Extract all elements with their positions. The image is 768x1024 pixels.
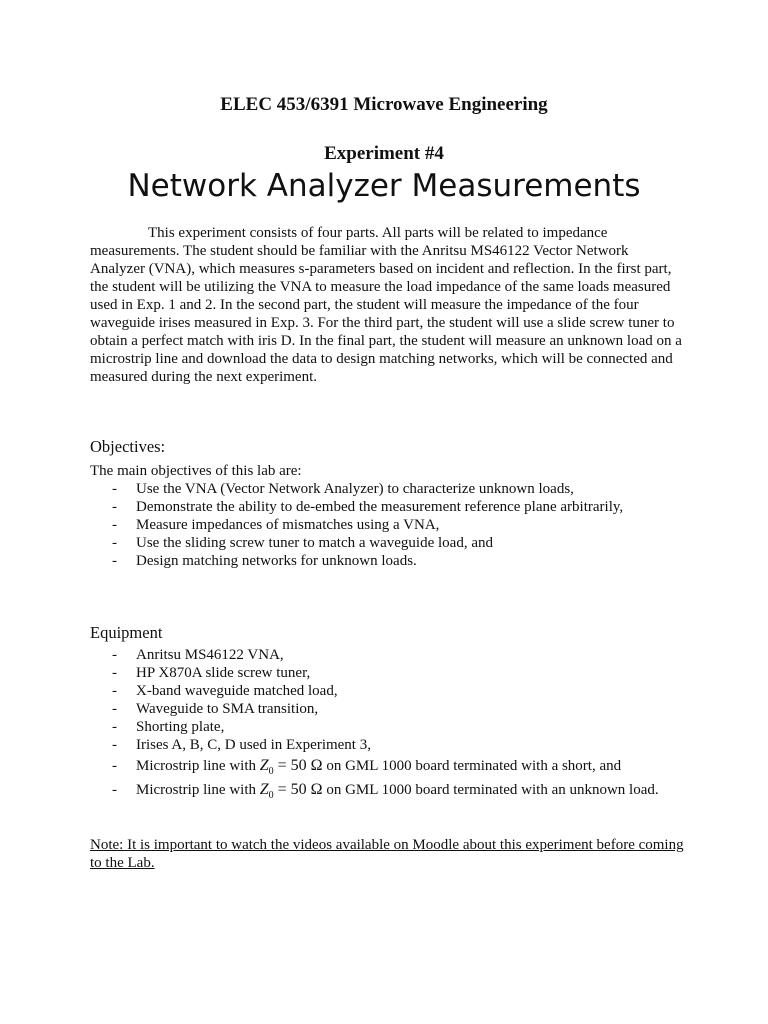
experiment-number: Experiment #4 <box>324 143 444 164</box>
list-item: - HP X870A slide screw tuner, <box>112 665 311 681</box>
list-item: - X-band waveguide matched load, <box>112 683 338 699</box>
equipment-heading: Equipment <box>90 623 163 642</box>
list-item: - Design matching networks for unknown loads. <box>112 553 417 569</box>
impedance-formula: $Z_0 = 50$ Ω <box>259 757 323 778</box>
list-item: - Microstrip line with $Z_0 = 50$ Ω on GML 1000 board terminated with a short, and <box>112 757 622 778</box>
objectives-lead: The main objectives of this lab are: <box>90 463 302 479</box>
list-item: - Irises A, B, C, D used in Experiment 3, <box>112 737 371 753</box>
impedance-formula: $Z_0 = 50$ Ω <box>259 781 323 802</box>
list-item: - Use the VNA (Vector Network Analyzer) to characterize unknown loads, <box>112 481 574 497</box>
list-item: - Anritsu MS46122 VNA, <box>112 647 284 663</box>
list-item: - Shorting plate, <box>112 719 225 735</box>
list-item: - Waveguide to SMA transition, <box>112 701 319 717</box>
list-item: - Demonstrate the ability to de-embed the measurement reference plane arbitrarily, <box>112 499 624 515</box>
objectives-list <box>112 480 623 570</box>
list-item: - Use the sliding screw tuner to match a waveguide load, and <box>112 535 493 551</box>
list-item: - Measure impedances of mismatches using a VNA, <box>112 517 440 533</box>
course-title: ELEC 453/6391 Microwave Engineering <box>220 94 548 115</box>
intro-paragraph: This experiment consists of four parts. All parts will be related to impedance measurements. The student should be familiar with the Anritsu MS46122 Vector Network Analyzer (VNA), which measures s-parameters based on incident and reflection. In the first part, the student will be utilizing the VNA to measure the load impedance of the same loads measured used in Exp. 1 and 2. In the second part, the student will measure the impedance of the four waveguide irises measured in Exp. 3. For the third part, the student will use a slide screw tuner to obtain a perfect match with iris D. In the final part, the student will measure an unknown load on a microstrip line and download the data to design matching networks, which will be connected and measured during the next experiment. <box>90 225 682 385</box>
note-text: Note: It is important to watch the videos available on Moodle about this experiment before coming to the Lab. <box>90 837 684 871</box>
objectives-heading: Objectives: <box>90 437 166 456</box>
page-title: Network Analyzer Measurements <box>127 168 641 204</box>
list-item: - Microstrip line with $Z_0 = 50$ Ω on GML 1000 board terminated with an unknown load. <box>112 781 659 802</box>
equipment-list <box>112 646 659 802</box>
